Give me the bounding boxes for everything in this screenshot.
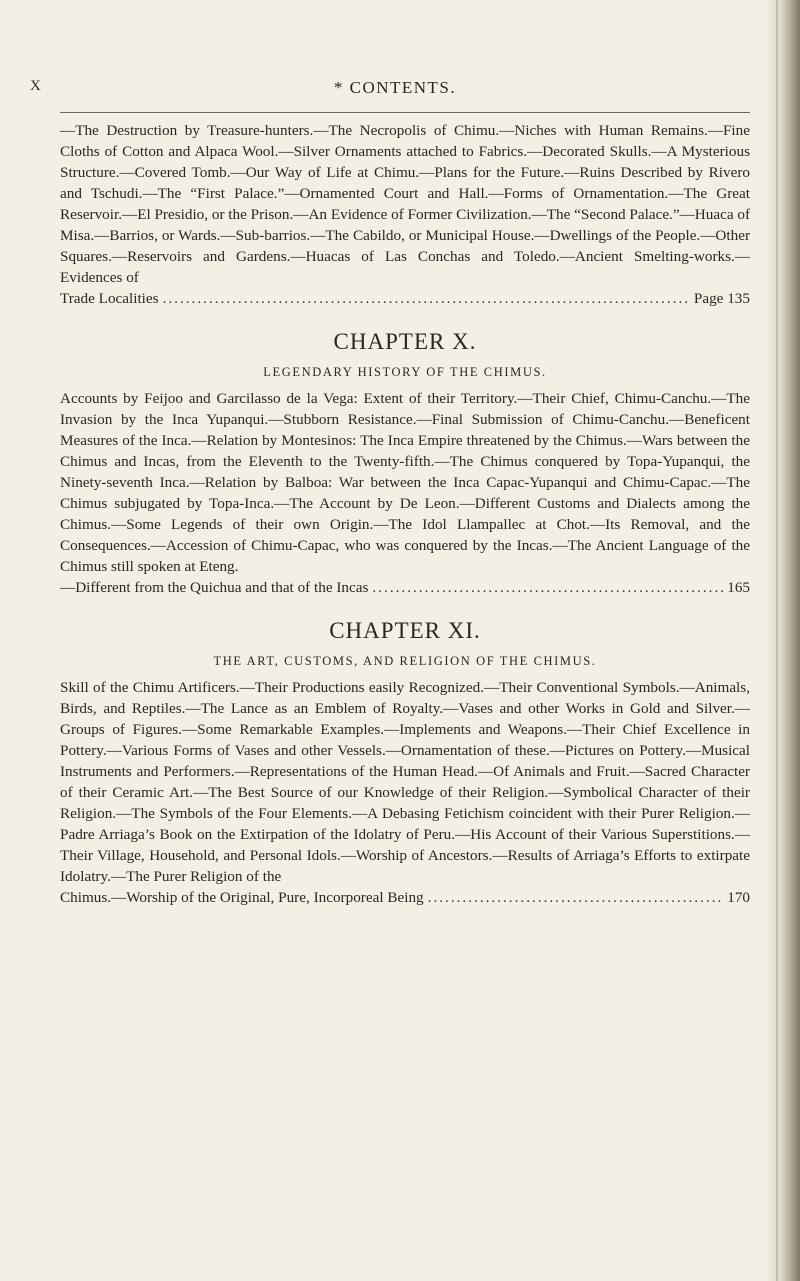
- entry-summary: —The Destruction by Treasure-hunters.—The Necropolis of Chimu.—Niches with Human Remains.—Fine Cloths of Cotton and Alpaca Wool.—Silver Ornaments attached to Fabrics.—Decorated Skulls.—A Mysterious Structure.—Covered Tomb.—Our Way of Life at Chimu.—Plans for the Future.—Ruins Described by Rivero and Tschudi.—The “First Palace.”—Ornamented Court and Hall.—Forms of Ornamentation.—The Great Reservoir.—El Presidio, or the Prison.—An Evidence of Former Civilization.—The “Second Palace.”—Huaca of Misa.—Barrios, or Wards.—Sub-barrios.—The Cabildo, or Municipal House.—Dwellings of the People.—Other Squares.—Reservoirs and Gardens.—Huacas of Las Conchas and Toledo.—Ancient Smelting-works.—Evidences of: [60, 122, 751, 286]
- header-rule: [60, 112, 750, 113]
- entry-last-text: —Different from the Quichua and that of the Incas: [60, 579, 369, 596]
- page-folio: X: [30, 78, 42, 94]
- entry-page-number: 165: [727, 579, 750, 596]
- chapter-heading: CHAPTER X.: [333, 329, 477, 354]
- entry-last-line: [60, 577, 750, 598]
- chapter-subheading: LEGENDARY HISTORY OF THE CHIMUS.: [263, 365, 547, 379]
- entry-summary: Accounts by Feijoo and Garcilasso de la Vega: Extent of their Territory.—Their Chief, Chimu-Canchu.—The Invasion by the Inca Yupanqui.—Stubborn Resistance.—Final Submission of Chimu-Canchu.—Beneficent Measures of the Inca.—Relation by Montesinos: The Inca Empire threatened by the Chimus.—Wars between the Chimus and Incas, from the Eleventh to the Twenty-fifth.—The Chimus conquered by Topa-Yupanqui, the Ninety-seventh Inca.—Relation by Balboa: War between the Inca Capac-Yupanqui and Chimu-Capac.—The Chimus subjugated by Topa-Inca.—The Account by De Leon.—Different Customs and Dialects among the Chimus.—Some Legends of their own Origin.—The Idol Llampallec at Chot.—Its Removal, and the Consequences.—Accession of Chimu-Capac, who was conquered by the Incas.—The Ancient Language of the Chimus still spoken at Eteng.: [60, 390, 750, 575]
- entry-last-line: [60, 887, 750, 908]
- dot-leader: [163, 288, 690, 309]
- entry-page-number: Page 135: [693, 290, 750, 307]
- chapter-subheading: THE ART, CUSTOMS, AND RELIGION OF THE CHIMUS.: [213, 654, 597, 668]
- contents-entry-continued: [60, 120, 750, 309]
- running-title: * CONTENTS.: [333, 78, 457, 97]
- contents-entry-chapter-xi: [60, 618, 750, 908]
- entry-last-text: Chimus.—Worship of the Original, Pure, Incorporeal Being: [60, 889, 424, 906]
- contents-body: [60, 120, 750, 908]
- entry-last-text: Trade Localities: [60, 290, 159, 307]
- entry-page-number: 170: [727, 889, 750, 906]
- entry-summary: Skill of the Chimu Artificers.—Their Productions easily Recognized.—Their Conventional Symbols.—Animals, Birds, and Reptiles.—The Lance as an Emblem of Royalty.—Vases and other Works in Gold and Silver.—Groups of Figures.—Some Remarkable Examples.—Implements and Weapons.—Their Chief Excellence in Pottery.—Various Forms of Vases and other Vessels.—Ornamentation of these.—Pictures on Pottery.—Musical Instruments and Performers.—Representations of the Human Head.—Of Animals and Fruit.—Sacred Character of their Ceramic Art.—The Best Source of our Knowledge of their Religion.—Symbolical Character of their Religion.—The Symbols of the Four Elements.—A Debasing Fetichism coincident with their Purer Religion.—Padre Arriaga’s Book on the Extirpation of the Idolatry of Peru.—His Account of their Various Superstitions.—Their Village, Household, and Personal Idols.—Worship of Ancestors.—Results of Arriaga’s Efforts to extirpate Idolatry.—The Purer Religion of the: [60, 679, 750, 885]
- running-head: [30, 78, 760, 100]
- dot-leader: [428, 887, 724, 908]
- binding-edge-shadow: [766, 0, 800, 1281]
- entry-last-line: [60, 288, 750, 309]
- chapter-heading: CHAPTER XI.: [329, 618, 481, 643]
- dot-leader: [372, 577, 723, 598]
- contents-entry-chapter-x: [60, 329, 750, 598]
